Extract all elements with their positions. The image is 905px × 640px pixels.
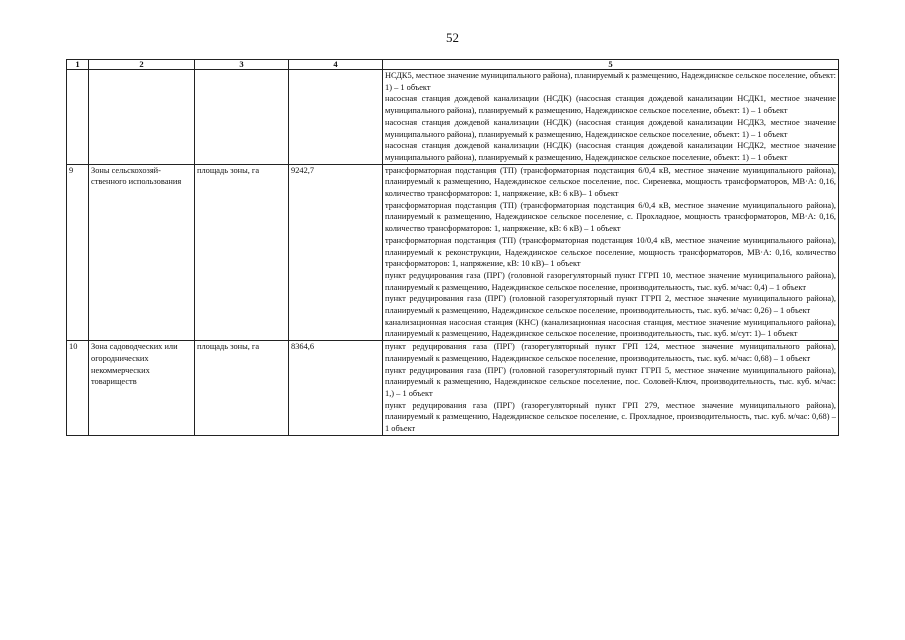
document-table — [66, 59, 839, 436]
object-entry: насосная станция дождевой канализации (НСДК) (насосная станция дождевой канализации НСДК1, местное значение муниципального района), планируемый к размещению, Надеждинское сельское поселение, объект: 1) – 1 объект — [385, 94, 836, 116]
object-entry: пункт редуцирования газа (ПРГ) (головной газорегуляторный пункт ГГРП 2, местное значение муниципального района), планируемый к размещению, Надеждинское сельское поселение, производительность, тыс. куб. м/час: 0,26) – 1 объект — [385, 294, 836, 316]
object-entry: трансформаторная подстанция (ТП) (трансформаторная подстанция 6/0,4 кВ, местное значение муниципального района), планируемый к размещению, Надеждинское сельское поселение, с. Прохладное, мощность трансформаторов, МВ·А: 0,16, количество трансформаторов: 1, напряжение, кВ: 6 кВ) – 1 объект — [385, 200, 836, 234]
table-row — [67, 70, 839, 165]
row-number-cell — [67, 70, 89, 165]
parameter-cell: площадь зоны, га — [195, 164, 289, 341]
value-cell: 8364,6 — [289, 341, 383, 436]
parameter-cell: площадь зоны, га — [195, 341, 289, 436]
row-number-cell: 10 — [67, 341, 89, 436]
object-entry: пункт редуцирования газа (ПРГ) (головной газорегуляторный пункт ГГРП 10, местное значение муниципального района), планируемый к размещению, Надеждинское сельское поселение, производительность, тыс. куб. м/час: 0,4) – 1 объект — [385, 270, 836, 292]
object-entry: трансформаторная подстанция (ТП) (трансформаторная подстанция 6/0,4 кВ, местное значение муниципального района), планируемый к размещению, Надеждинское сельское поселение, пос. Сиреневка, мощность трансформаторов, МВ·А: 0,16, количество трансформаторов: 1, напряжение, кВ: 6 кВ)– 1 объект — [385, 165, 836, 199]
object-entry: насосная станция дождевой канализации (НСДК) (насосная станция дождевой канализации НСДК3, местное значение муниципального района), планируемый к размещению, Надеждинское сельское поселение, объект: 1) – 1 объект — [385, 117, 836, 139]
column-header: 5 — [383, 60, 839, 70]
row-number-cell: 9 — [67, 164, 89, 341]
value-cell — [289, 70, 383, 165]
column-header: 1 — [67, 60, 89, 70]
object-entry: пункт редуцирования газа (ПРГ) (газорегуляторный пункт ГРП 124, местное значение муниципального района), планируемый к размещению, Надеждинское сельское поселение, производительность, тыс. куб. м/час: 0,68) – 1 объект — [385, 342, 836, 363]
object-entry: пункт редуцирования газа (ПРГ) (головной газорегуляторный пункт ГГРП 5, местное значение муниципального района), планируемый к размещению, Надеждинское сельское поселение, пос. Соловей-Ключ, производительность, тыс. куб. м/час: 1,) – 1 объект — [385, 365, 836, 398]
objects-cell — [383, 164, 839, 341]
object-entry: пункт редуцирования газа (ПРГ) (газорегуляторный пункт ГРП 279, местное значение муниципального района), планируемый к размещению, Надеждинское сельское поселение, с. Прохладное, производительность, тыс. куб. м/час: 0,68) – 1 объект — [385, 400, 836, 434]
objects-cell — [383, 341, 839, 436]
object-entry: насосная станция дождевой канализации (НСДК) (насосная станция дождевой канализации НСДК2, местное значение муниципального района), планируемый к размещению, Надеждинское сельское поселение, объект: 1) – 1 объект — [385, 141, 836, 162]
table-row — [67, 164, 839, 341]
objects-cell — [383, 70, 839, 165]
parameter-cell — [195, 70, 289, 165]
zone-name-cell: Зоны сельскохозяй-ственного использования — [89, 164, 195, 341]
table-row — [67, 341, 839, 436]
object-entry: НСДК5, местное значение муниципального района), планируемый к размещению, Надеждинское сельское поселение, объект: 1) – 1 объект — [385, 71, 836, 92]
column-header: 4 — [289, 60, 383, 70]
object-entry: трансформаторная подстанция (ТП) (трансформаторная подстанция 10/0,4 кВ, местное значение муниципального района), планируемый к реконструкции, Надеждинское сельское поселение, мощность трансформаторов, МВ·А: 0,16, количество трансформаторов: 1, напряжение, кВ: 10 кВ)– 1 объект — [385, 235, 836, 269]
value-cell: 9242,7 — [289, 164, 383, 341]
column-header: 2 — [89, 60, 195, 70]
page-number: 52 — [446, 30, 459, 45]
zone-name-cell: Зона садоводческих или огороднических некоммерческих товариществ — [89, 341, 195, 436]
zone-name-cell — [89, 70, 195, 165]
column-header: 3 — [195, 60, 289, 70]
table-header-row — [67, 60, 839, 70]
object-entry: канализационная насосная станция (КНС) (канализационная насосная станция, местное значение муниципального района), планируемый к размещению, Надеждинское сельское поселение, производительность, тыс. куб. м/сут: 1)– 1 объект — [385, 317, 836, 339]
